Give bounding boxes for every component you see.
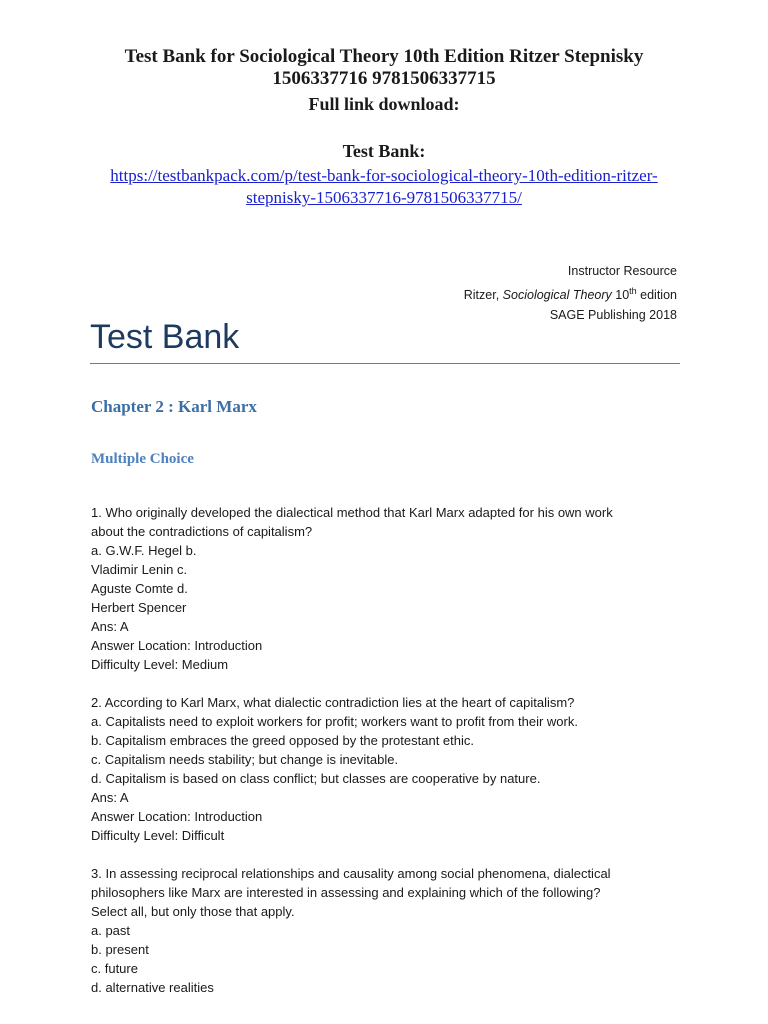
heading-divider: [90, 363, 680, 364]
question-line: 1. Who originally developed the dialectical method that Karl Marx adapted for his own work: [91, 505, 613, 520]
option-line: d. alternative realities: [91, 980, 214, 995]
answer-location-line: Answer Location: Introduction: [91, 809, 263, 824]
resource-book-title: Sociological Theory: [502, 288, 612, 303]
option-line: d. Capitalism is based on class conflict; but classes are cooperative by nature.: [91, 771, 541, 786]
resource-edition-suffix: th: [629, 286, 637, 296]
question-line: Select all, but only those that apply.: [91, 904, 295, 919]
option-line: Vladimir Lenin c.: [91, 562, 188, 577]
resource-line-2: [464, 281, 677, 305]
page-heading: Test Bank: [90, 318, 240, 356]
option-line: c. Capitalism needs stability; but change is inevitable.: [91, 752, 399, 767]
option-line: b. Capitalism embraces the greed opposed by the protestant ethic.: [91, 733, 474, 748]
option-line: Aguste Comte d.: [91, 581, 188, 596]
download-link[interactable]: [0, 165, 768, 209]
resource-edition-number: 10: [615, 288, 630, 303]
resource-edition-word: edition: [640, 288, 677, 303]
option-line: b. present: [91, 942, 149, 957]
question-3: [91, 864, 681, 997]
answer-line: Ans: A: [91, 619, 129, 634]
answer-line: Ans: A: [91, 790, 129, 805]
title-line-1: Test Bank for Sociological Theory 10th Edition Ritzer Stepnisky: [124, 46, 644, 67]
full-link-label: Full link download:: [308, 94, 460, 114]
question-line: 2. According to Karl Marx, what dialectic contradiction lies at the heart of capitalism?: [91, 695, 575, 710]
answer-location-line: Answer Location: Introduction: [91, 638, 263, 653]
resource-line-1: Instructor Resource: [567, 264, 677, 278]
instructor-resource: [464, 261, 677, 325]
question-line: philosophers like Marx are interested in assessing and explaining which of the following?: [91, 885, 601, 900]
document-title: [0, 46, 768, 90]
resource-line-3: SAGE Publishing 2018: [549, 308, 677, 323]
question-line: about the contradictions of capitalism?: [91, 524, 313, 539]
option-line: a. Capitalists need to exploit workers for profit; workers want to profit from their work.: [91, 714, 578, 729]
section-heading: Multiple Choice: [91, 451, 194, 467]
option-line: a. past: [91, 923, 131, 938]
test-bank-label: Test Bank:: [342, 141, 426, 161]
difficulty-line: Difficulty Level: Medium: [91, 657, 229, 672]
difficulty-line: Difficulty Level: Difficult: [91, 828, 225, 843]
option-line: c. future: [91, 961, 138, 976]
download-link-line-1[interactable]: https://testbankpack.com/p/test-bank-for-sociological-theory-10th-edition-ritzer-: [110, 166, 658, 185]
title-line-2: 1506337716 9781506337715: [272, 68, 496, 89]
question-line: 3. In assessing reciprocal relationships and causality among social phenomena, dialectical: [91, 866, 611, 881]
chapter-heading: Chapter 2 : Karl Marx: [91, 397, 257, 416]
download-link-line-2[interactable]: stepnisky-1506337716-9781506337715/: [246, 188, 522, 207]
resource-author: Ritzer,: [463, 288, 500, 303]
option-line: a. G.W.F. Hegel b.: [91, 543, 197, 558]
question-1: [91, 503, 681, 674]
question-2: [91, 693, 681, 845]
option-line: Herbert Spencer: [91, 600, 187, 615]
